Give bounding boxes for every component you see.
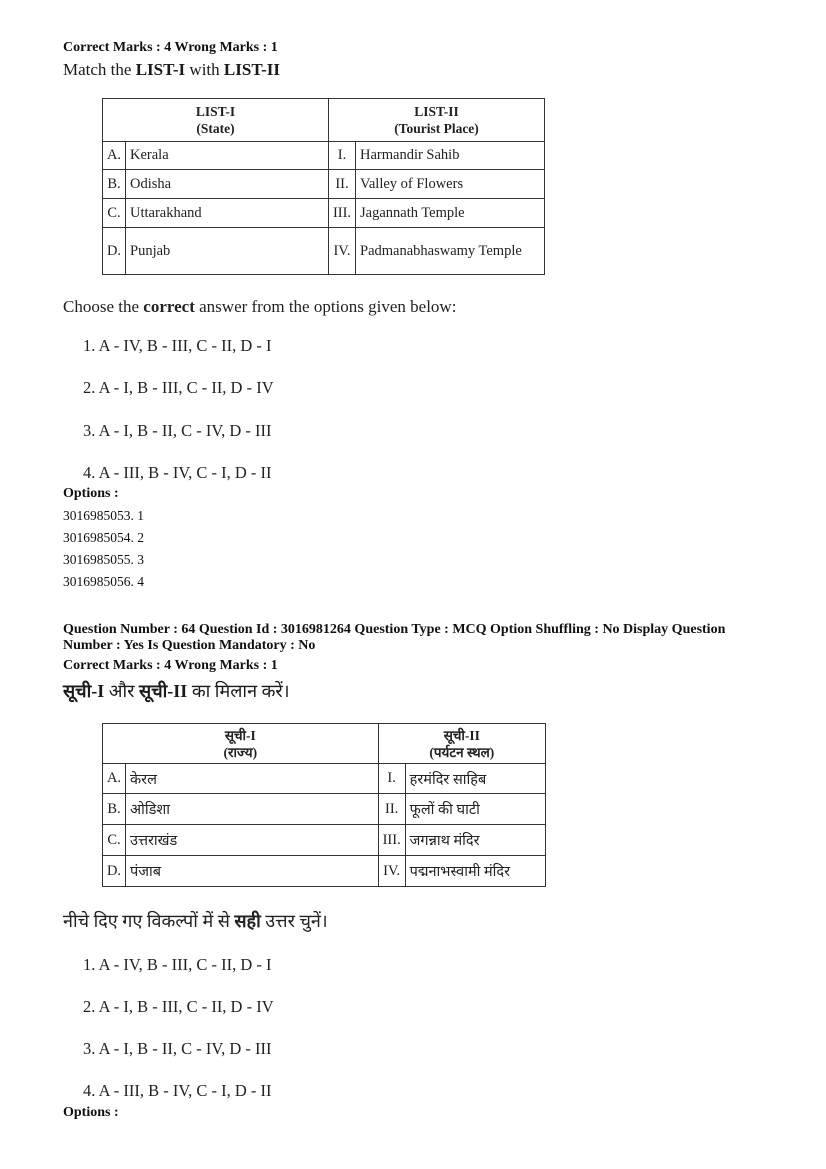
q64-title-post: का मिलान करें। [187,681,290,701]
q64-choose-bold: सही [234,911,261,931]
table-row [103,170,545,199]
row-key: A. [103,764,126,794]
q63-match-table [102,98,545,275]
q63-option-2: 2. A - I, B - III, C - II, D - IV [83,378,274,397]
q64-question-title [63,681,290,701]
q63-instruction [63,297,456,317]
row-roman: I. [378,764,405,794]
table-row [103,142,545,170]
q63-list1-title: LIST-I [195,104,236,119]
q63-title-pre: Match the [63,60,136,79]
row-key: B. [103,794,126,825]
q63-options-label: Options : [63,486,119,501]
table-row [103,856,546,887]
q63-table-header-row [103,99,545,142]
q63-title-mid: with [185,60,224,79]
q63-option-id-1: 3016985053. 1 [63,508,144,523]
q63-list2-header [329,99,545,142]
q64-option-3: 3. A - I, B - II, C - IV, D - III [83,1039,272,1058]
q63-list2-title: LIST-II [414,104,459,119]
q64-list1-subtitle: (राज्य) [223,744,258,760]
row-right: Jagannath Temple [356,199,545,228]
row-key: B. [103,170,126,199]
row-roman: III. [329,199,356,228]
q64-list1-title: सूची-I [224,727,256,743]
q64-title-list1: सूची-I [63,681,105,701]
row-right: जगन्नाथ मंदिर [405,825,545,856]
table-row [103,764,546,794]
row-key: D. [103,228,126,275]
row-right: Padmanabhaswamy Temple [356,228,545,275]
row-left: ओडिशा [126,794,379,825]
row-left: पंजाब [126,856,379,887]
row-right: Valley of Flowers [356,170,545,199]
q63-list2-subtitle: (Tourist Place) [394,121,479,136]
row-left: Punjab [126,228,329,275]
row-left: Odisha [126,170,329,199]
q64-table-header-row [103,724,546,764]
table-row [103,199,545,228]
q64-header-line-1: Question Number : 64 Question Id : 3016981264 Question Type : MCQ Option Shuffling : No Display Question [63,622,726,637]
q64-option-4: 4. A - III, B - IV, C - I, D - II [83,1081,272,1100]
q63-title-list2: LIST-II [223,60,280,79]
q63-list1-subtitle: (State) [196,121,235,136]
q64-list2-title: सूची-II [443,727,480,743]
q64-match-table [102,723,546,887]
q64-option-2: 2. A - I, B - III, C - II, D - IV [83,997,274,1016]
q64-choose-post: उत्तर चुनें। [260,911,328,931]
q64-header-line-2: Number : Yes Is Question Mandatory : No [63,638,316,653]
q64-title-mid: और [104,681,140,701]
q63-option-id-4: 3016985056. 4 [63,574,144,589]
q64-title-list2: सूची-II [139,681,188,701]
q63-option-id-3: 3016985055. 3 [63,552,144,567]
q64-options-label: Options : [63,1105,119,1120]
row-left: Uttarakhand [126,199,329,228]
row-right: Harmandir Sahib [356,142,545,170]
row-left: उत्तराखंड [126,825,379,856]
q63-option-3: 3. A - I, B - II, C - IV, D - III [83,421,272,440]
q63-choose-bold: correct [143,297,195,316]
row-right: हरमंदिर साहिब [405,764,545,794]
row-key: C. [103,199,126,228]
row-key: C. [103,825,126,856]
row-roman: IV. [329,228,356,275]
row-roman: II. [378,794,405,825]
row-roman: III. [378,825,405,856]
q63-choose-post: answer from the options given below: [194,297,457,316]
q64-list2-subtitle: (पर्यटन स्थल) [429,744,495,760]
row-left: केरल [126,764,379,794]
table-row [103,794,546,825]
q63-list1-header [103,99,329,142]
row-roman: I. [329,142,356,170]
table-row [103,825,546,856]
q64-option-1: 1. A - IV, B - III, C - II, D - I [83,955,272,974]
q63-marks: Correct Marks : 4 Wrong Marks : 1 [63,40,278,55]
row-roman: IV. [378,856,405,887]
row-left: Kerala [126,142,329,170]
q64-instruction [63,911,328,931]
q63-choose-pre: Choose the [63,297,144,316]
q63-option-id-2: 3016985054. 2 [63,530,144,545]
q64-choose-pre: नीचे दिए गए विकल्पों में से [63,911,235,931]
table-row [103,228,545,275]
row-key: D. [103,856,126,887]
row-roman: II. [329,170,356,199]
q63-question-title [63,60,280,80]
q64-list1-header [103,724,379,764]
row-key: A. [103,142,126,170]
q63-option-1: 1. A - IV, B - III, C - II, D - I [83,336,272,355]
row-right: पद्मनाभस्वामी मंदिर [405,856,545,887]
row-right: फूलों की घाटी [405,794,545,825]
q63-title-list1: LIST-I [135,60,186,79]
q63-option-4: 4. A - III, B - IV, C - I, D - II [83,463,272,482]
q64-marks: Correct Marks : 4 Wrong Marks : 1 [63,658,278,673]
q64-list2-header [378,724,545,764]
